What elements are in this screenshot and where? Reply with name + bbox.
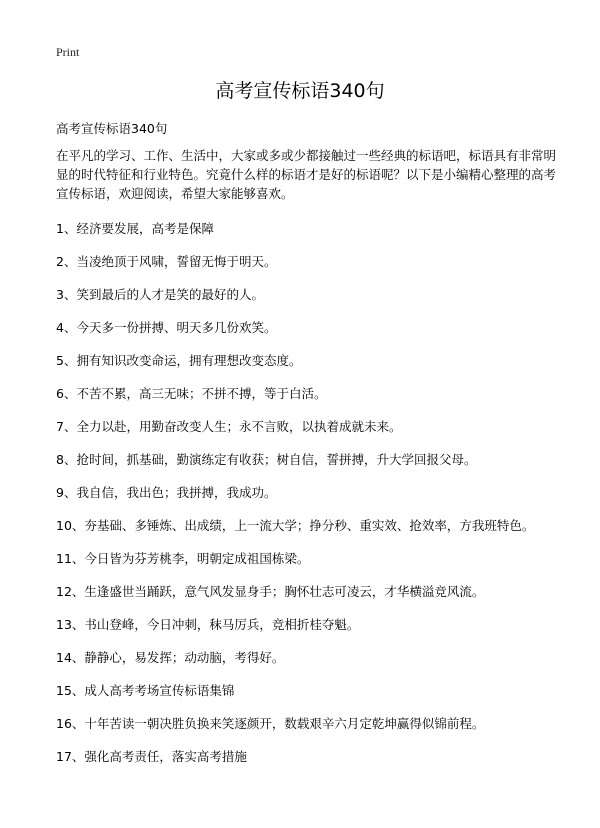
- article-subtitle: 高考宣传标语340句: [56, 121, 168, 136]
- slogan-item: 3、笑到最后的人才是笑的最好的人。: [56, 287, 264, 302]
- slogan-item: 5、拥有知识改变命运，拥有理想改变态度。: [56, 353, 302, 368]
- slogan-item: 8、抢时间，抓基础，勤演练定有收获；树自信，誓拼搏，升大学回报父母。: [56, 452, 477, 467]
- slogan-list: [56, 219, 556, 766]
- slogan-item: 12、生逢盛世当踊跃，意气风发显身手；胸怀壮志可凌云，才华横溢竞风流。: [56, 584, 485, 599]
- slogan-item: 1、经济要发展，高考是保障: [56, 221, 214, 236]
- slogan-item: 14、静静心，易发挥；动动脑，考得好。: [56, 650, 285, 665]
- article-body: [56, 119, 556, 780]
- page-title: 高考宣传标语340句: [215, 80, 385, 102]
- print-link[interactable]: Print: [56, 45, 80, 59]
- slogan-item: 2、当凌绝顶于风啸，誓留无悔于明天。: [56, 254, 277, 269]
- slogan-item: 11、今日皆为芬芳桃李，明朝定成祖国栋梁。: [56, 551, 310, 566]
- slogan-item: 16、十年苦读一朝决胜负换来笑逐颜开，数载艰辛六月定乾坤赢得似锦前程。: [56, 716, 485, 731]
- slogan-item: 10、夯基础、多锤炼、出成绩，上一流大学；挣分秒、重实效、抢效率，方我班特色。: [56, 518, 535, 533]
- slogan-item: 17、强化高考责任，落实高考措施: [56, 749, 247, 764]
- slogan-item: 9、我自信，我出色；我拼搏，我成功。: [56, 485, 277, 500]
- slogan-item: 6、不苦不累，高三无味；不拼不搏，等于白活。: [56, 386, 327, 401]
- slogan-item: 13、书山登峰，今日冲刺，秣马厉兵，竞相折桂夺魁。: [56, 617, 360, 632]
- slogan-item: 7、全力以赴，用勤奋改变人生；永不言败，以执着成就未来。: [56, 419, 402, 434]
- slogan-item: 15、成人高考考场宣传标语集锦: [56, 683, 235, 698]
- slogan-item: 4、今天多一份拼搏、明天多几份欢笑。: [56, 320, 277, 335]
- intro-paragraph: 在平凡的学习、工作、生活中，大家或多或少都接触过一些经典的标语吧，标语具有非常明显的时代特征和行业特色。究竟什么样的标语才是好的标语呢？以下是小编精心整理的高考宣传标语，欢迎阅读，希望大家能够喜欢。: [56, 148, 557, 201]
